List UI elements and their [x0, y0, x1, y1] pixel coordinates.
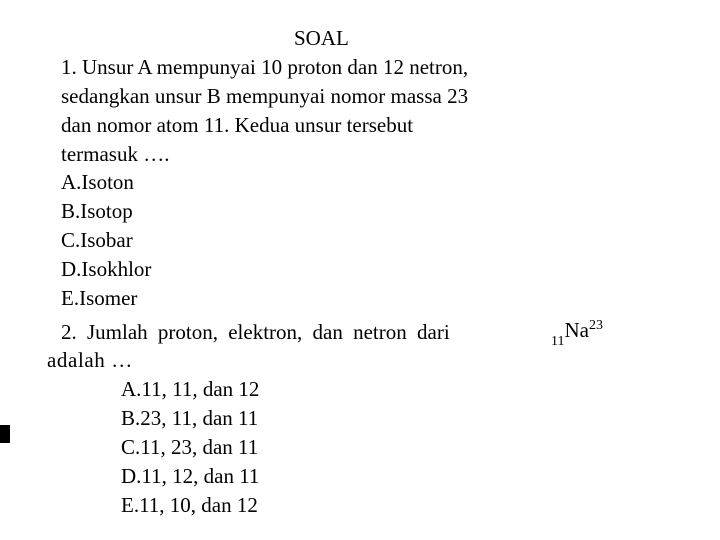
- sodium-nuclide-symbol: [551, 318, 603, 349]
- page-title: SOAL: [294, 26, 349, 50]
- atomic-number: 11: [551, 334, 565, 349]
- question-1-line-4: termasuk ….: [61, 142, 170, 166]
- question-2-option-c: C.11, 23, dan 11: [121, 435, 259, 459]
- question-2-option-b: B.23, 11, dan 11: [121, 406, 259, 430]
- question-1-line-2: sedangkan unsur B mempunyai nomor massa 23: [61, 84, 469, 108]
- question-2-option-a: A.11, 11, dan 12: [121, 377, 260, 401]
- question-1-option-e: E.Isomer: [61, 286, 138, 310]
- question-1-line-3: dan nomor atom 11. Kedua unsur tersebut: [61, 113, 414, 137]
- question-2-option-e: E.11, 10, dan 12: [121, 493, 258, 517]
- question-2-line-1: 2. Jumlah proton, elektron, dan netron dari: [61, 320, 450, 344]
- question-1-option-d: D.Isokhlor: [61, 257, 152, 281]
- question-1-option-b: B.Isotop: [61, 199, 133, 223]
- slide-bullet-marker: [0, 425, 10, 443]
- element-symbol: Na: [564, 318, 589, 342]
- mass-number: 23: [588, 318, 603, 333]
- question-1-line-1: 1. Unsur A mempunyai 10 proton dan 12 netron,: [61, 55, 469, 79]
- question-2-option-d: D.11, 12, dan 11: [121, 464, 260, 488]
- question-2-line-2: adalah …: [47, 348, 133, 372]
- question-1-option-c: C.Isobar: [61, 228, 133, 252]
- question-1-option-a: A.Isoton: [61, 170, 134, 194]
